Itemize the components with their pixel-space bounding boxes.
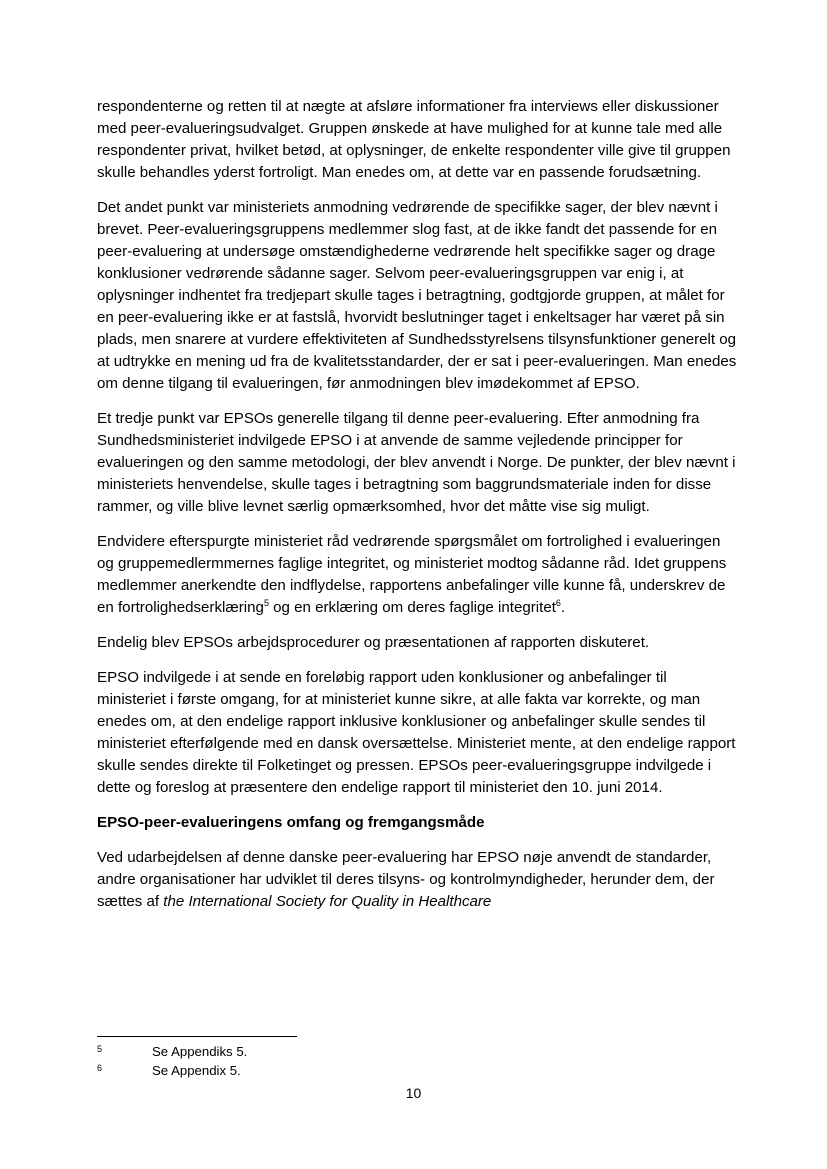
paragraph: EPSO indvilgede i at sende en foreløbig rapport uden konklusioner og anbefalinger til ministeriet i første omgang, for at ministeriet kunne sikre, at alle fakta var korrekte, og man enedes om, at den endelige rapport inklusive konklusioner og anbefalinger skulle sendes til ministeriet efterfølgende med en dansk oversættelse. Ministeriet mente, at den endelige rapport skulle sendes direkte til Folketinget og pressen. EPSOs peer-evalueringsgruppe indvilgede i dette og foreslog at præsentere den endelige rapport til ministeriet den 10. juni 2014. [97, 669, 736, 796]
section-heading: EPSO-peer-evalueringens omfang og fremgangsmåde [97, 814, 485, 831]
paragraph-text: og en erklæring om deres faglige integritet [268, 599, 556, 616]
paragraph-text: . [560, 599, 566, 616]
paragraph: Endelig blev EPSOs arbejdsprocedurer og præsentationen af rapporten diskuteret. [97, 634, 650, 651]
document-body [97, 96, 737, 926]
paragraph: Et tredje punkt var EPSOs generelle tilgang til denne peer-evaluering. Efter anmodning fra Sundhedsministeriet indvilgede EPSO i at anvende de samme vejledende principper for evalueringen og den samme metodologi, der blev anvendt i Norge. De punkter, der blev nævnt i ministeriets henvendelse, skulle tages i betragtning som baggrundsmateriale inden for disse rammer, og ville blive levnet særlig opmærksomhed, hvor det måtte vise sig muligt. [97, 410, 736, 515]
footnote-ref[interactable]: 6 [555, 597, 561, 608]
footnote-number: 6 [97, 1063, 103, 1073]
footnote-text: Se Appendix 5. [152, 1063, 241, 1078]
page-number: 10 [405, 1085, 422, 1101]
footnote-text: Se Appendiks 5. [152, 1044, 248, 1059]
paragraph: Det andet punkt var ministeriets anmodning vedrørende de specifikke sager, der blev nævnt i brevet. Peer-evalueringsgruppens medlemmer slog fast, at de ikke fandt det passende for en peer-evaluering at undersøge omstændighederne vedrørende helt specifikke sager og drage konklusioner vedrørende sådanne sager. Selvom peer-evalueringsgruppen var enig i, at oplysninger indhentet fra tredjepart skulle tages i betragtning, godtgjorde gruppen, at målet for en peer-evaluering ikke er at fastslå, hvorvidt beslutninger taget i enkeltsager har været på sin plads, men snarere at vurdere effektiviteten af Sundhedsstyrelsens tilsynsfunktioner generelt og at udtrykke en mening ud fra de kvalitetsstandarder, der er sat i peer-evalueringen. Man enedes om denne tilgang til evalueringen, før anmodningen blev imødekommet af EPSO. [97, 199, 737, 392]
footnote-divider [97, 1036, 297, 1037]
footnote-ref[interactable]: 5 [263, 597, 269, 608]
paragraph [97, 531, 737, 619]
paragraph-text: Endvidere efterspurgte ministeriet råd vedrørende spørgsmålet om fortrolighed i evalueringen og gruppemedlermmernes faglige integritet, og ministeriet modtog sådanne råd. Idet gruppens medlemmer anerkendte den indflydelse, rapportens anbefalinger ville kunne få, underskrev de en fortrolighedserklæring [97, 533, 727, 616]
footnotes [97, 1042, 497, 1080]
footnote-number: 5 [97, 1044, 103, 1054]
footnote-item [97, 1042, 497, 1061]
paragraph-italic-text: the International Society for Quality in Healthcare [163, 893, 492, 910]
footnote-item [97, 1061, 497, 1080]
paragraph: respondenterne og retten til at nægte at afsløre informationer fra interviews eller diskussioner med peer-evalueringsudvalget. Gruppen ønskede at have mulighed for at kunne tale med alle respondenter privat, hvilket betød, at oplysninger, de enkelte respondenter ville give til gruppen skulle behandles yderst fortroligt. Man enedes om, at dette var en passende forudsætning. [97, 98, 731, 181]
paragraph-text: Ved udarbejdelsen af denne danske peer-evaluering har EPSO nøje anvendt de standarder, andre organisationer har udviklet til deres tilsyns- og kontrolmyndigheder, herunder dem, der sættes af [97, 849, 715, 910]
paragraph [97, 847, 737, 913]
